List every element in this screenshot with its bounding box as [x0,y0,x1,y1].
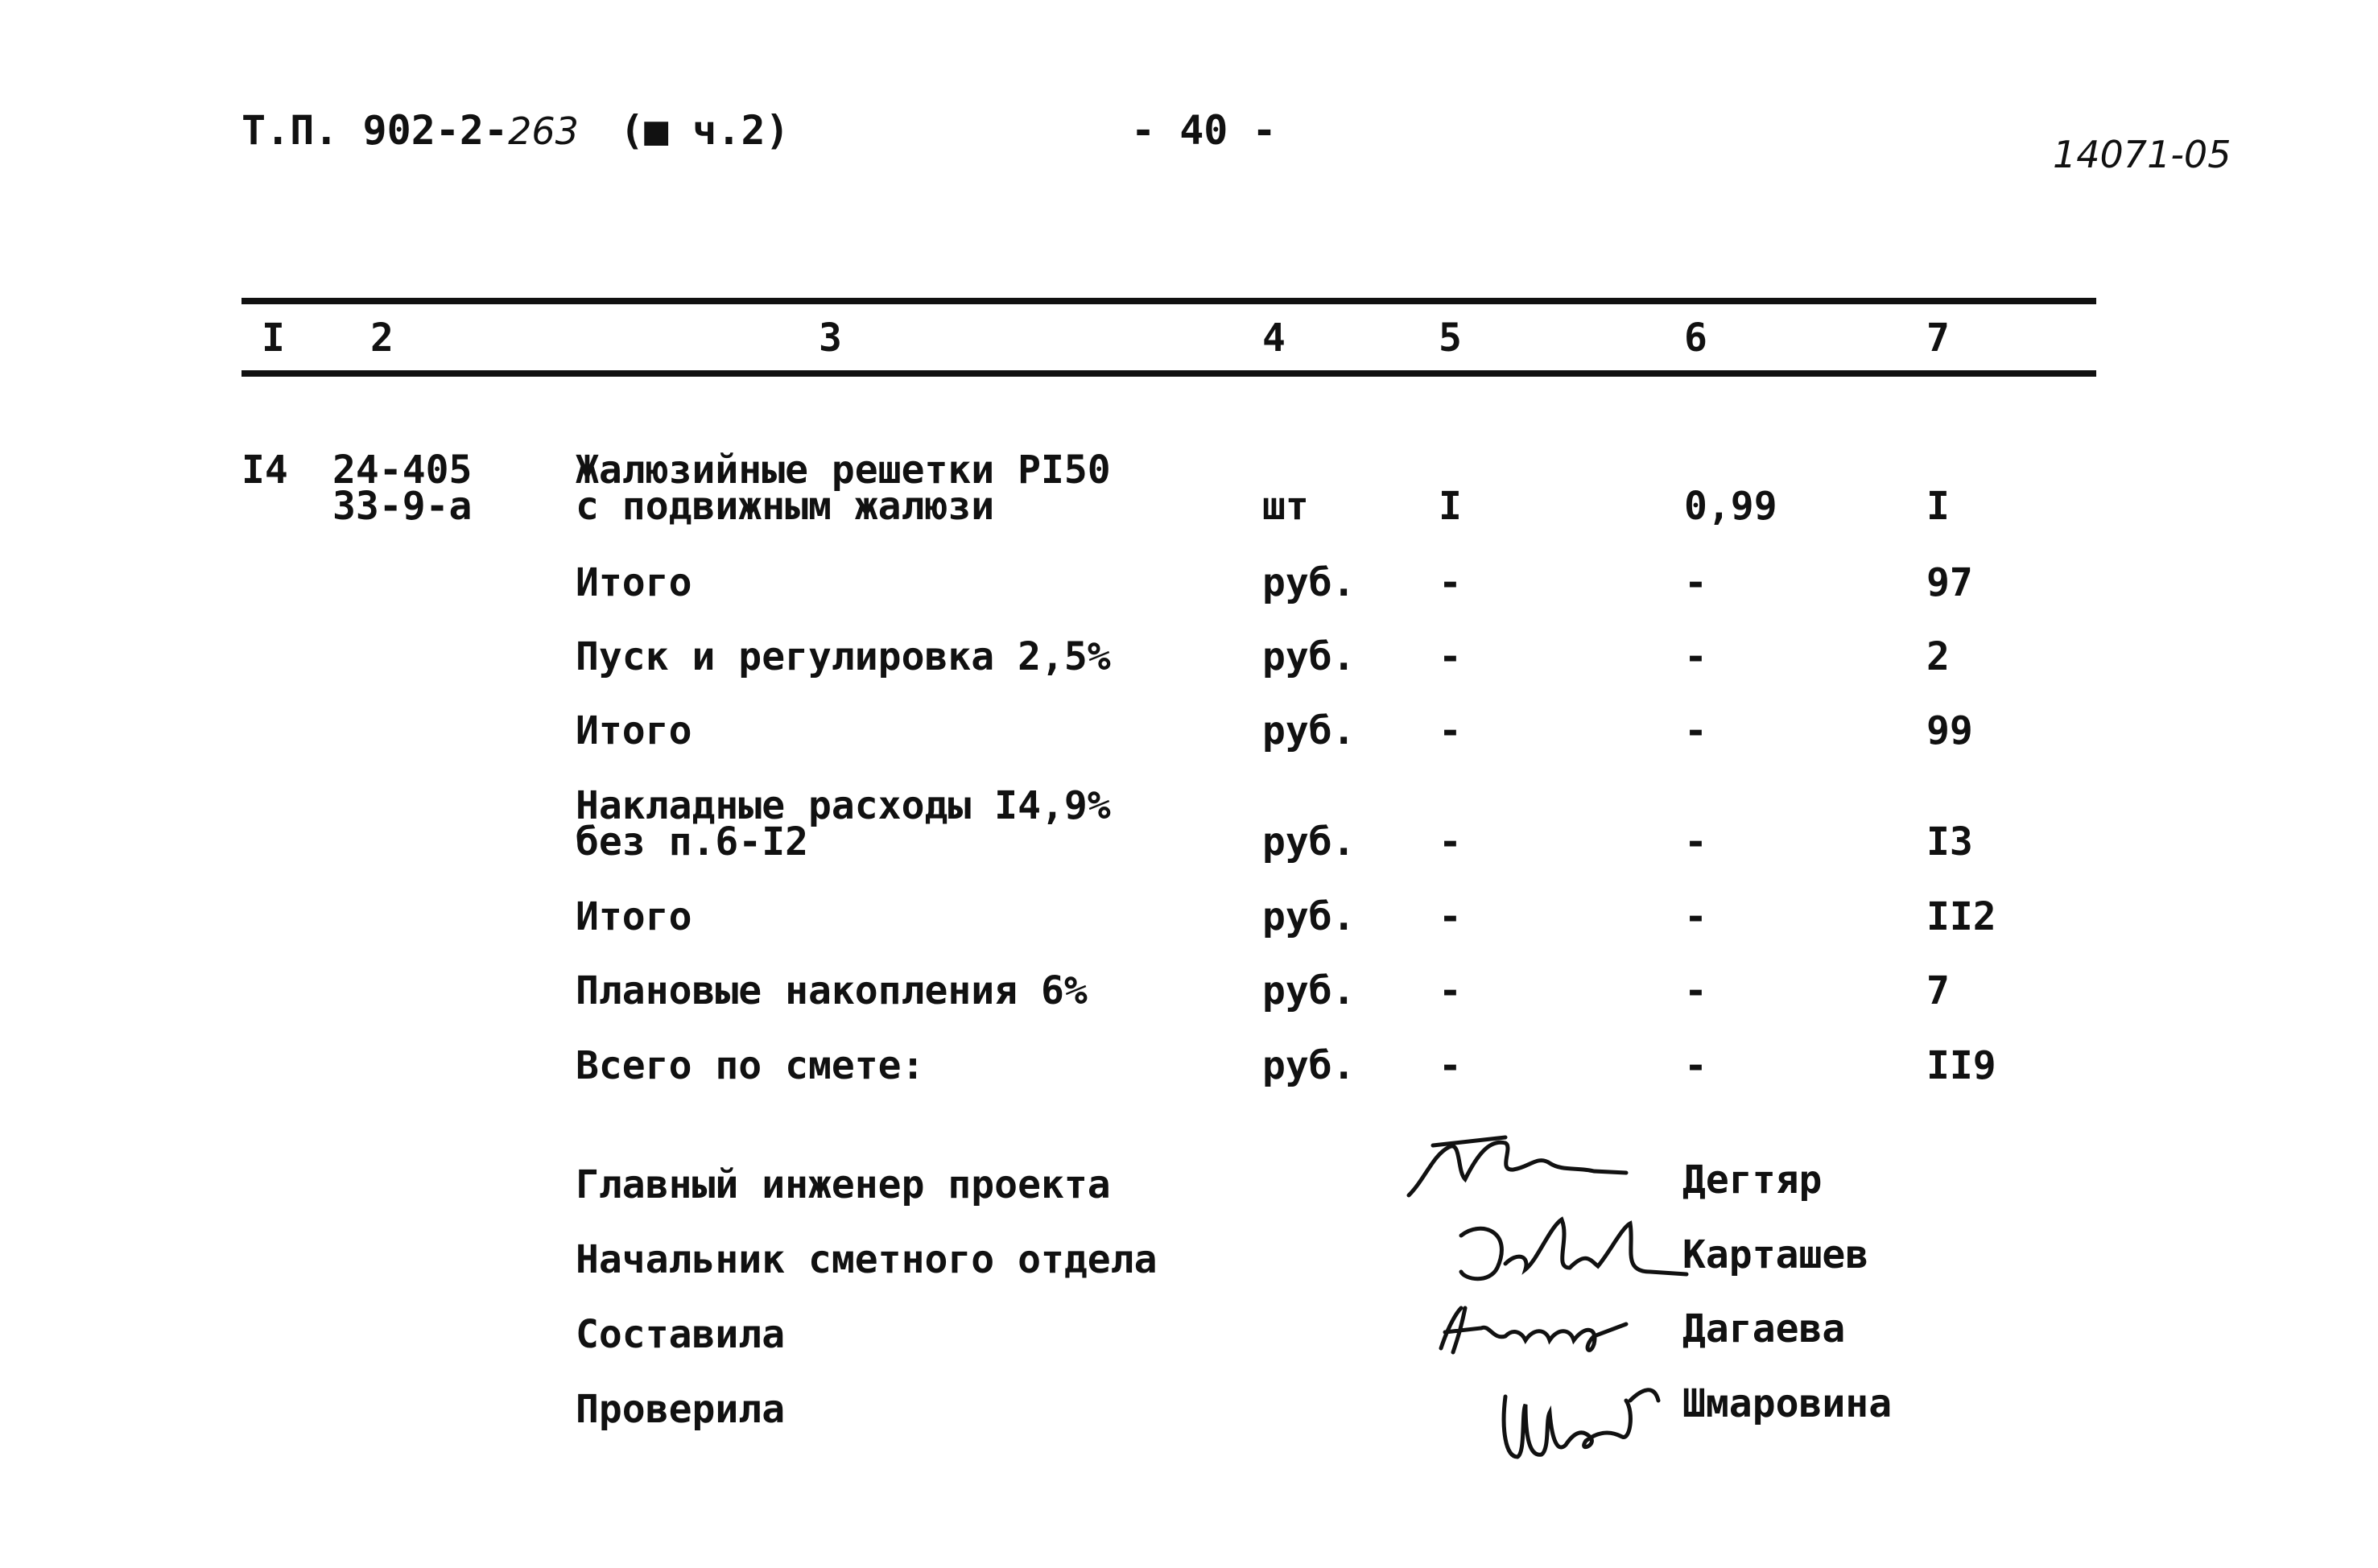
item-code-line2: 33-9-а [332,484,473,529]
row-unit: руб. [1262,968,1356,1013]
signature-role: Составила [576,1312,786,1357]
doc-part: (■ ч.2) [620,107,790,154]
signature-name: Шмаровина [1682,1381,1893,1426]
row-qty: - [1439,708,1462,753]
row-unit: руб. [1262,708,1356,753]
signature-name: Дагаева [1682,1306,1846,1351]
signature-name: Карташев [1682,1232,1869,1277]
row-qty: - [1439,634,1462,679]
signature-role: Главный инженер проекта [576,1162,1111,1207]
row-unit: руб. [1262,819,1356,864]
signature-name: Дегтяр [1682,1157,1823,1203]
col-header-7: 7 [1926,316,1950,361]
handwritten-signature-1 [1401,1123,1634,1215]
col-header-3: 3 [819,316,842,361]
row-total: II2 [1926,894,1996,939]
row-name-line2: без п.6-I2 [576,819,808,864]
col-header-2: 2 [370,316,394,361]
signature-role: Начальник сметного отдела [576,1237,1158,1282]
row-price: - [1684,634,1707,679]
item-unit: шт [1262,484,1309,529]
row-price: - [1684,968,1707,1013]
item-code-line1: 24-405 [332,448,473,493]
table-header-rule [242,370,2096,377]
row-total: 7 [1926,968,1950,1013]
item-name-line2: с подвижным жалюзи [576,484,995,529]
row-price: - [1684,819,1707,864]
col-header-4: 4 [1262,316,1286,361]
handwritten-signature-4 [1489,1364,1682,1480]
page-number: - 40 - [1131,107,1277,154]
row-unit: руб. [1262,1043,1356,1088]
row-name: Пуск и регулировка 2,5% [576,634,1111,679]
row-unit: руб. [1262,634,1356,679]
table-top-rule [242,298,2096,304]
row-name: Итого [576,894,692,939]
row-qty: - [1439,819,1462,864]
row-qty: - [1439,1043,1462,1088]
row-unit: руб. [1262,894,1356,939]
doc-reference-handwritten: 263 [508,109,579,153]
item-name-line1: Жалюзийные решетки РI50 [576,448,1111,493]
row-name: Плановые накопления 6% [576,968,1088,1013]
item-price: 0,99 [1684,484,1777,529]
col-header-1: I [262,316,285,361]
item-total: I [1926,484,1950,529]
row-unit: руб. [1262,560,1356,605]
row-price: - [1684,1043,1707,1088]
row-price: - [1684,894,1707,939]
row-qty: - [1439,968,1462,1013]
row-name: Итого [576,560,692,605]
signature-role: Проверила [576,1387,786,1432]
doc-reference-printed: Т.П. 902-2- [242,107,509,154]
row-total: I3 [1926,819,1973,864]
row-price: - [1684,708,1707,753]
doc-reference [242,107,579,154]
handwritten-signature-3 [1433,1292,1642,1368]
row-name: Итого [576,708,692,753]
archive-number: 14071-05 [2053,133,2231,176]
row-name: Всего по смете: [576,1043,925,1088]
row-total: II9 [1926,1043,1996,1088]
row-total: 99 [1926,708,1973,753]
handwritten-signature-2 [1449,1203,1691,1303]
row-qty: - [1439,894,1462,939]
row-price: - [1684,560,1707,605]
item-qty: I [1439,484,1462,529]
row-name-line1: Накладные расходы I4,9% [576,783,1111,828]
item-number: I4 [242,448,288,493]
col-header-5: 5 [1439,316,1462,361]
row-total: 2 [1926,634,1950,679]
col-header-6: 6 [1684,316,1707,361]
row-qty: - [1439,560,1462,605]
row-total: 97 [1926,560,1973,605]
